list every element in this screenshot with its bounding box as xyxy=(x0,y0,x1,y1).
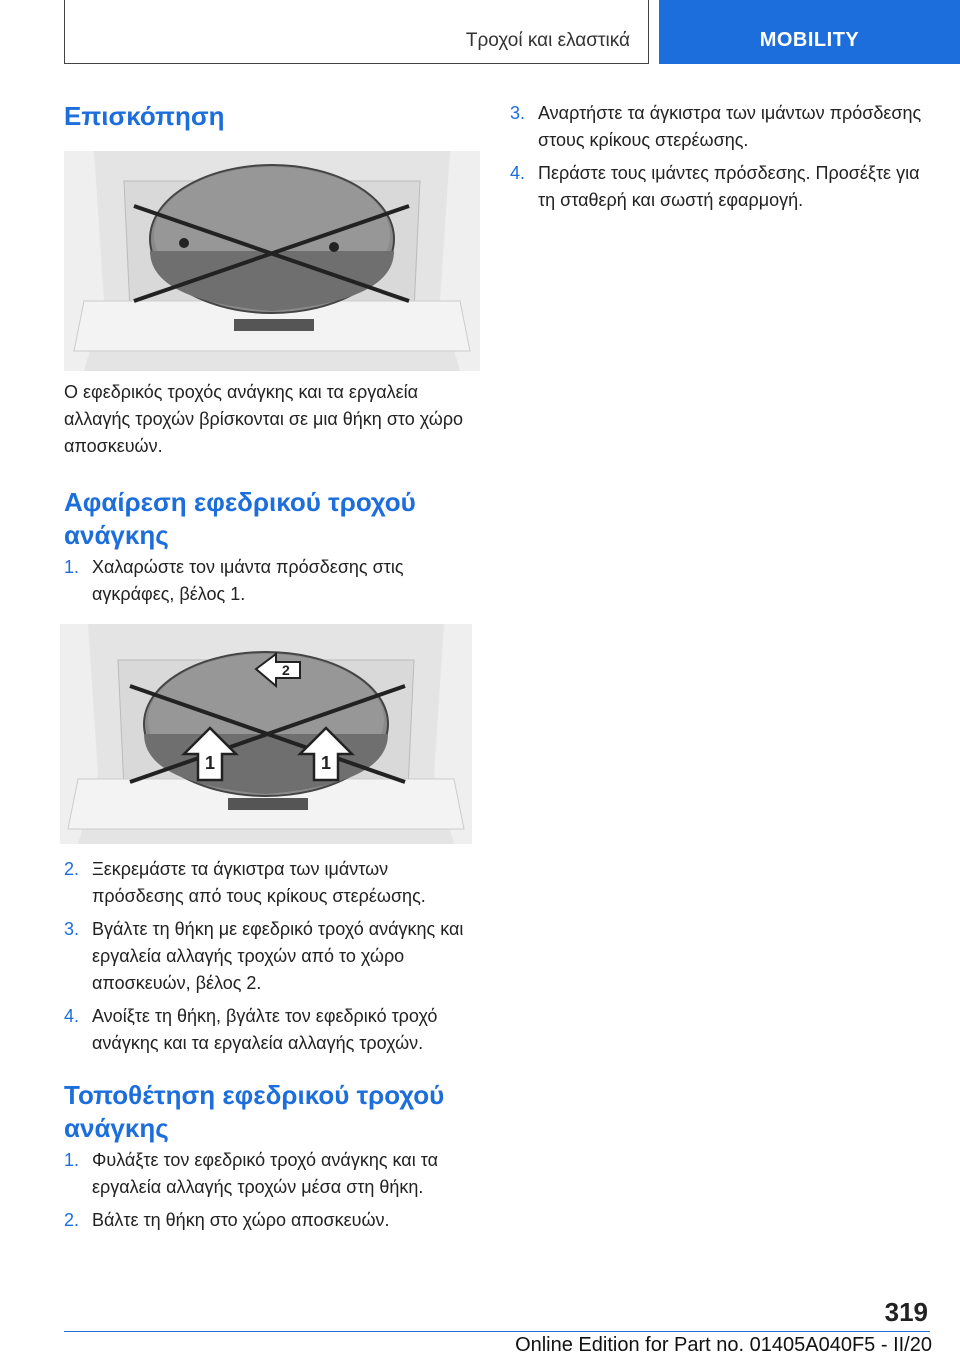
tab-mobility[interactable]: MOBILITY xyxy=(659,0,960,64)
list-item xyxy=(510,100,930,154)
trunk-removal-figure xyxy=(60,624,472,844)
removal-steps-a xyxy=(64,554,480,608)
step-number: 4. xyxy=(510,163,526,183)
arrow-label: 2 xyxy=(282,662,290,678)
step-text: Αναρτήστε τα άγκιστρα των ιμάντων πρόσδεσης στους κρίκους στερέωσης. xyxy=(538,103,922,150)
install-steps-a xyxy=(64,1147,480,1234)
step-text: Βάλτε τη θήκη στο χώρο αποσκευών. xyxy=(92,1210,390,1230)
step-text: Ξεκρεμάστε τα άγκιστρα των ιμάντων πρόσδεσης από τους κρίκους στερέωσης. xyxy=(92,859,426,906)
trunk-overview-figure xyxy=(64,151,480,371)
step-number: 1. xyxy=(64,1150,80,1170)
removal-heading: Αφαίρεση εφεδρικού τροχού ανάγκης xyxy=(64,487,416,550)
overview-text: Ο εφεδρικός τροχός ανάγκης και τα εργαλεία αλλαγής τροχών βρίσκονται σε μια θήκη στο χώρο αποσκευών. xyxy=(64,382,464,456)
footer-divider xyxy=(64,1331,930,1332)
step-text: Περάστε τους ιμάντες πρόσδεσης. Προσέξτε για τη σταθερή και σωστή εφαρμογή. xyxy=(538,163,920,210)
list-item xyxy=(64,856,480,910)
step-number: 2. xyxy=(64,1210,80,1230)
right-column xyxy=(510,100,930,214)
list-item xyxy=(64,1003,480,1057)
arrow-label: 1 xyxy=(320,753,332,773)
page-number: 319 xyxy=(884,1297,928,1327)
step-number: 2. xyxy=(64,859,80,879)
step-number: 3. xyxy=(510,103,526,123)
step-number: 1. xyxy=(64,557,80,577)
list-item xyxy=(64,1207,480,1234)
step-number: 3. xyxy=(64,919,80,939)
install-heading: Τοποθέτηση εφεδρικού τροχού ανάγκης xyxy=(64,1080,445,1143)
step-number: 4. xyxy=(64,1006,80,1026)
list-item xyxy=(64,1147,480,1201)
step-text: Χαλαρώστε τον ιμάντα πρόσδεσης στις αγκράφες, βέλος 1. xyxy=(92,557,404,604)
overview-heading: Επισκόπηση xyxy=(64,101,225,131)
list-item xyxy=(64,916,480,997)
left-column xyxy=(64,100,480,1234)
arrow-label: 1 xyxy=(204,753,216,773)
edition-text: Online Edition for Part no. 01405A040F5 - II/20 xyxy=(515,1334,932,1356)
step-text: Φυλάξτε τον εφεδρικό τροχό ανάγκης και τα εργαλεία αλλαγής τροχών μέσα στη θήκη. xyxy=(92,1150,438,1197)
step-text: Βγάλτε τη θήκη με εφεδρικό τροχό ανάγκης και εργαλεία αλλαγής τροχών από το χώρο αποσκευών, βέλος 2. xyxy=(92,919,464,993)
removal-steps-b xyxy=(64,856,480,1057)
list-item xyxy=(510,160,930,214)
list-item xyxy=(64,554,480,608)
step-text: Ανοίξτε τη θήκη, βγάλτε τον εφεδρικό τροχό ανάγκης και τα εργαλεία αλλαγής τροχών. xyxy=(92,1006,438,1053)
section-title: Τροχοί και ελαστικά xyxy=(465,30,630,51)
install-steps-b xyxy=(510,100,930,214)
